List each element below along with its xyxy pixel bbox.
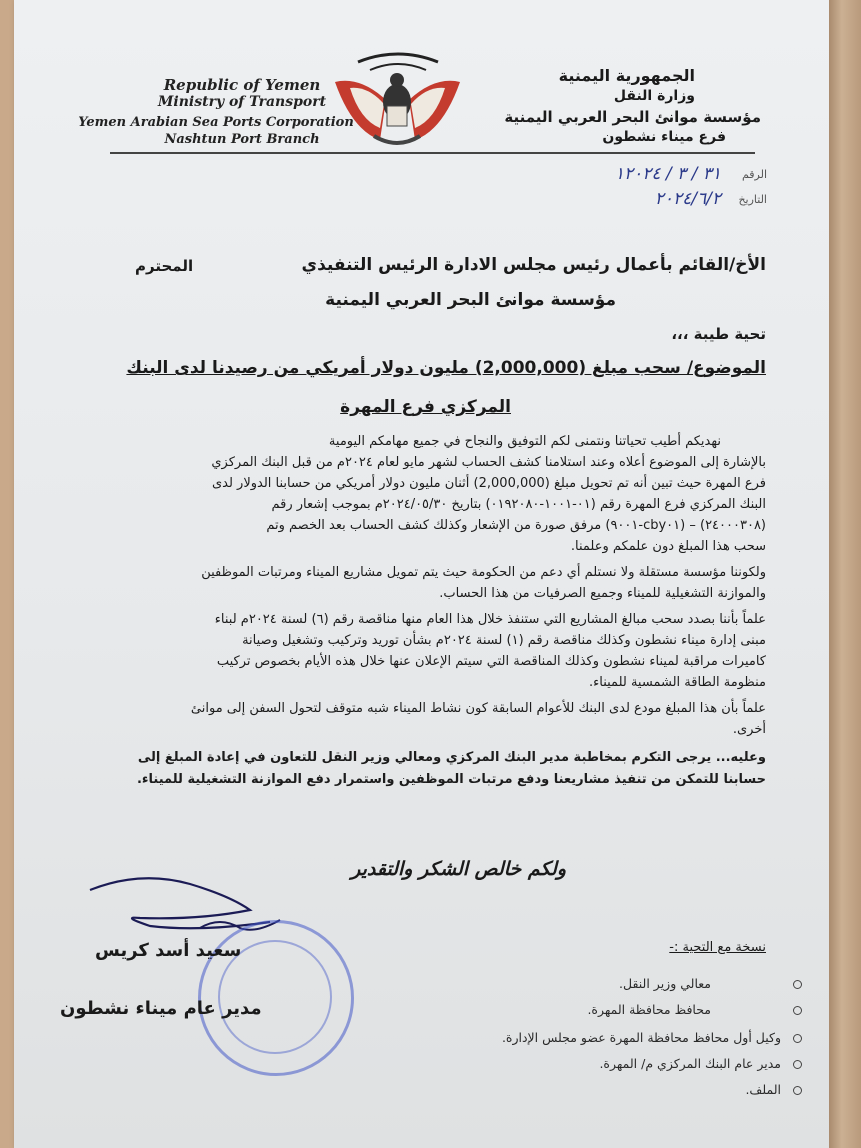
en-country: Republic of Yemen <box>163 76 321 94</box>
ref-date-label: التاريخ <box>738 193 767 206</box>
body-line: نهديكم أطيب تحياتنا ونتمنى لكم التوفيق والنجاح في جميع مهامكم اليومية <box>328 434 721 449</box>
signatory-title: مدير عام ميناء نشطون <box>60 998 262 1019</box>
cc-item: مدير عام البنك المركزي م/ المهرة. <box>599 1056 781 1071</box>
honorific: المحترم <box>135 257 194 275</box>
ref-date-value: ٢٠٢٤/٦/٢ <box>654 189 721 209</box>
body-line: ولكوننا مؤسسة مستقلة ولا نستلم أي دعم من الحكومة حيث يتم تمويل مشاريع الميناء ومرتبات الموظفين <box>201 565 766 580</box>
body-line: وعليه... يرجى التكرم بمخاطبة مدير البنك المركزي ومعالي وزير النقل للتعاون في إعادة المبلغ إلى <box>137 750 766 765</box>
body-line: البنك المركزي فرع المهرة رقم (٠١-١٠٠١-٠١٩٢٠٨٠) بتاريخ ٢٠٢٤/٠٥/٣٠م بموجب إشعار رقم <box>271 497 766 512</box>
body-line: والموازنة التشغيلية للميناء وجميع الصرفيات من هذا الحساب. <box>439 586 766 601</box>
greeting: تحية طيبة ،،، <box>671 325 766 343</box>
header-rule <box>110 152 755 154</box>
en-ministry: Ministry of Transport <box>157 94 327 110</box>
body-line: فرع المهرة حيث تبين أنه تم تحويل مبلغ (2,000,000) أثنان مليون دولار أمريكي من حسابنا الدولار لدى <box>211 476 766 491</box>
body-line: (٢٤٠٠٠٣٠٨) – (cby٠١-٩٠٠١) مرفق صورة من الإشعار وكذلك كشف الحساب بعد الخصم وتم <box>266 518 766 533</box>
signatory-name: سعيد أسد كريس <box>95 940 242 961</box>
body-line: حسابنا للتمكن من تنفيذ مشاريعنا ودفع مرتبات الموظفين واستمرار دفع الموازنة التشغيلية للميناء. <box>136 772 766 787</box>
body-line: مبنى إدارة ميناء نشطون وكذلك مناقصة رقم (١) لسنة ٢٠٢٤م بشأن توريد وتركيب وتشغيل وصيانة <box>242 633 766 648</box>
cc-item: معالي وزير النقل. <box>619 976 711 991</box>
cc-bullet <box>793 1060 802 1069</box>
table-background <box>829 0 861 1148</box>
ar-ministry: وزارة النقل <box>613 88 695 104</box>
cc-heading: نسخة مع التحية :- <box>669 940 766 955</box>
ref-number-label: الرقم <box>741 168 767 181</box>
body-line: سحب هذا المبلغ دون علمكم وعلمنا. <box>570 539 766 554</box>
cc-bullet <box>793 980 802 989</box>
body-line: علماً بأن هذا المبلغ مودع لدى البنك للأعوام السابقة كون نشاط الميناء شبه متوقف لتحول السفن إلى موانئ <box>190 701 766 716</box>
addressee-line: الأخ/القائم بأعمال رئيس مجلس الادارة الرئيس التنفيذي <box>301 255 766 275</box>
ar-country: الجمهورية اليمنية <box>558 66 695 85</box>
body-line: منظومة الطاقة الشمسية للميناء. <box>589 675 766 690</box>
yemen-eagle-emblem <box>330 40 465 152</box>
cc-item: وكيل أول محافظ محافظة المهرة عضو مجلس الإدارة. <box>501 1030 781 1045</box>
cc-item: الملف. <box>745 1082 781 1097</box>
closing-text: ولكم خالص الشكر والتقدير <box>351 858 566 880</box>
body-line: كاميرات مراقبة لميناء نشطون وكذلك المناقصة التي سيتم الإعلان عنها خلال هذه الأيام بخصوص تركيب <box>216 654 766 669</box>
en-corporation: Yemen Arabian Sea Ports Corporation <box>78 115 354 130</box>
cc-bullet <box>793 1086 802 1095</box>
addressee-org: مؤسسة موانئ البحر العربي اليمنية <box>325 290 616 310</box>
body-line: علماً بأننا بصدد سحب مبالغ المشاريع التي ستنفذ خلال هذا العام منها مناقصة رقم (٦) لسنة ٢٠٢٤م لبناء <box>214 612 766 627</box>
body-line: بالإشارة إلى الموضوع أعلاه وعند استلامنا كشف الحساب لشهر مايو لعام ٢٠٢٤م من قبل البنك المركزي <box>211 455 766 470</box>
subject-line-2: المركزي فرع المهرة <box>340 397 511 417</box>
cc-bullet <box>793 1006 802 1015</box>
en-branch: Nashtun Port Branch <box>164 132 320 147</box>
cc-bullet <box>793 1034 802 1043</box>
cc-item: محافظ محافظة المهرة. <box>587 1002 711 1017</box>
subject-line-1: الموضوع/ سحب مبلغ (2,000,000) مليون دولار أمريكي من رصيدنا لدى البنك <box>126 358 766 378</box>
ref-number-value: ٣١ / ٣ / ١٢٠٢٤ <box>614 164 721 184</box>
ar-branch: فرع ميناء نشطون <box>602 129 726 145</box>
body-line: أخرى. <box>732 722 766 737</box>
ar-corporation: مؤسسة موانئ البحر العربي اليمنية <box>504 108 761 126</box>
